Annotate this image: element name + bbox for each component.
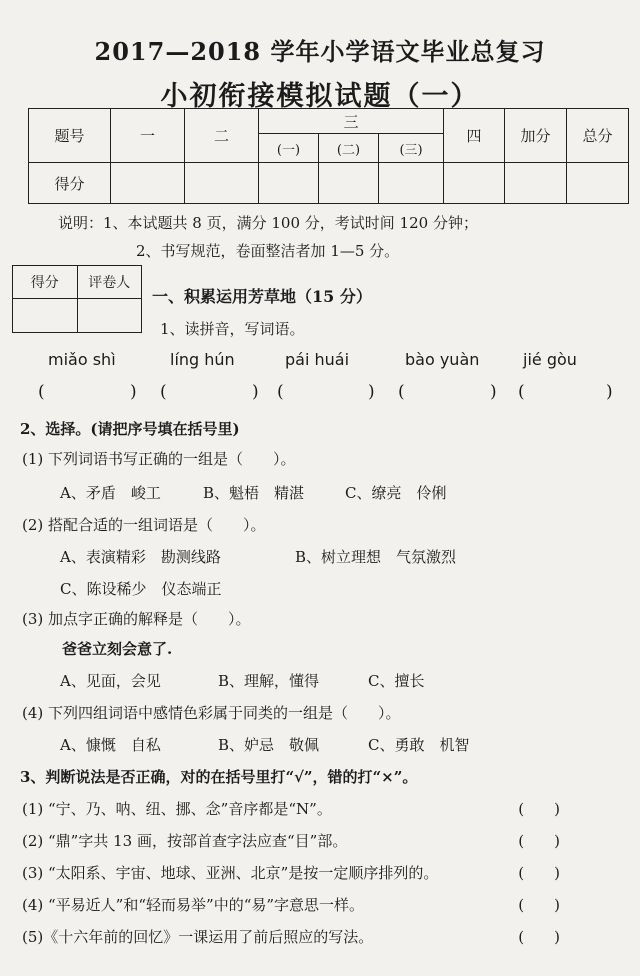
- q3-item-1: (1) “宁、乃、呐、纽、挪、念”音序都是“N”。: [22, 800, 332, 818]
- q2-3-sentence: 爸爸立刻会意了.: [62, 640, 173, 658]
- score-table-col-2: 二: [185, 109, 259, 163]
- score-table-col-total: 总分: [567, 109, 629, 163]
- grader-box-grader-label: 评卷人: [77, 266, 142, 299]
- bracket-close: ): [130, 382, 137, 402]
- score-cell[interactable]: [185, 163, 259, 204]
- grader-box-score-label: 得分: [13, 266, 78, 299]
- score-table: [28, 108, 629, 204]
- score-cell[interactable]: [379, 163, 444, 204]
- bracket-close: ): [252, 382, 259, 402]
- q2-4-option-c: C、勇敢 机智: [368, 736, 470, 754]
- bracket-open: (: [160, 382, 167, 402]
- pinyin-3: pái huái: [285, 350, 350, 369]
- q3-answer-3[interactable]: ( ): [518, 864, 560, 882]
- section-1-title: 一、积累运用芳草地（15 分）: [152, 287, 372, 306]
- bracket-open: (: [398, 382, 405, 402]
- score-table-sub-1: (一): [259, 134, 319, 163]
- q2-2-option-a: A、表演精彩 勘测线路: [60, 548, 221, 566]
- q3-answer-5[interactable]: ( ): [518, 928, 560, 946]
- pinyin-row: [0, 350, 640, 372]
- q2-3-option-b: B、理解，懂得: [218, 672, 320, 690]
- q3-item-5: (5)《十六年前的回忆》一课运用了前后照应的写法。: [22, 928, 374, 946]
- bracket-open: (: [38, 382, 45, 402]
- bracket-open: (: [277, 382, 284, 402]
- instruction-1: 说明：1、本试题共 8 页，满分 100 分，考试时间 120 分钟；: [58, 214, 478, 232]
- score-cell[interactable]: [444, 163, 505, 204]
- q2-4-option-a: A、慷慨 自私: [60, 736, 161, 754]
- pinyin-1: miǎo shì: [48, 350, 116, 369]
- exam-subtitle: 小初衔接模拟试题（一）: [160, 81, 480, 112]
- q2-2-option-c: C、陈设稀少 仪态端正: [60, 580, 222, 598]
- q2-3-option-a: A、见面，会见: [60, 672, 161, 690]
- score-table-col-3: 三: [259, 109, 444, 134]
- q2-3-stem: (3) 加点字正确的解释是（ ）。: [22, 610, 251, 628]
- score-cell[interactable]: [111, 163, 185, 204]
- q3-answer-2[interactable]: ( ): [518, 832, 560, 850]
- question-1: 1、读拼音，写词语。: [160, 320, 305, 338]
- q3-item-3: (3) “太阳系、宇宙、地球、亚洲、北京”是按一定顺序排列的。: [22, 864, 439, 882]
- bracket-close: ): [368, 382, 375, 402]
- score-table-col-bonus: 加分: [505, 109, 567, 163]
- q2-1-option-a: A、矛盾 峻工: [60, 484, 161, 502]
- pinyin-5: jié gòu: [523, 350, 577, 369]
- question-3-title: 3、判断说法是否正确，对的在括号里打“√”，错的打“×”。: [20, 768, 418, 786]
- q2-1-option-c: C、缭亮 伶俐: [345, 484, 447, 502]
- score-cell[interactable]: [505, 163, 567, 204]
- pinyin-4: bào yuàn: [405, 350, 480, 369]
- grader-box-score-cell[interactable]: [13, 299, 78, 333]
- score-table-label-tihao: 题号: [29, 109, 111, 163]
- score-cell[interactable]: [259, 163, 319, 204]
- q3-item-4: (4) “平易近人”和“轻而易举”中的“易”字意思一样。: [22, 896, 365, 914]
- grader-box-grader-cell[interactable]: [77, 299, 142, 333]
- score-cell[interactable]: [319, 163, 379, 204]
- bracket-open: (: [518, 382, 525, 402]
- score-table-col-1: 一: [111, 109, 185, 163]
- q2-1-stem: (1) 下列词语书写正确的一组是（ ）。: [22, 450, 296, 468]
- q2-4-stem: (4) 下列四组词语中感情色彩属于同类的一组是（ ）。: [22, 704, 401, 722]
- answer-brackets-row[interactable]: [0, 382, 640, 404]
- bracket-close: ): [490, 382, 497, 402]
- q2-1-option-b: B、魁梧 精湛: [203, 484, 305, 502]
- grader-box: [12, 265, 142, 333]
- score-table-sub-3: (三): [379, 134, 444, 163]
- bracket-close: ): [606, 382, 613, 402]
- q3-item-2: (2) “鼎”字共 13 画，按部首查字法应查“目”部。: [22, 832, 348, 850]
- q2-2-option-b: B、树立理想 气氛激烈: [295, 548, 457, 566]
- q3-answer-1[interactable]: ( ): [518, 800, 560, 818]
- q2-2-stem: (2) 搭配合适的一组词语是（ ）。: [22, 516, 266, 534]
- question-2-title: 2、选择。(请把序号填在括号里): [20, 420, 240, 438]
- q2-3-option-c: C、擅长: [368, 672, 425, 690]
- score-table-sub-2: (二): [319, 134, 379, 163]
- instruction-2: 2、书写规范，卷面整洁者加 1—5 分。: [136, 242, 400, 260]
- score-table-col-4: 四: [444, 109, 505, 163]
- score-table-label-defen: 得分: [29, 163, 111, 204]
- q2-4-option-b: B、妒忌 敬佩: [218, 736, 320, 754]
- pinyin-2: líng hún: [170, 350, 235, 369]
- q3-answer-4[interactable]: ( ): [518, 896, 560, 914]
- exam-title: 2017—2018 学年小学语文毕业总复习: [94, 37, 546, 66]
- score-cell[interactable]: [567, 163, 629, 204]
